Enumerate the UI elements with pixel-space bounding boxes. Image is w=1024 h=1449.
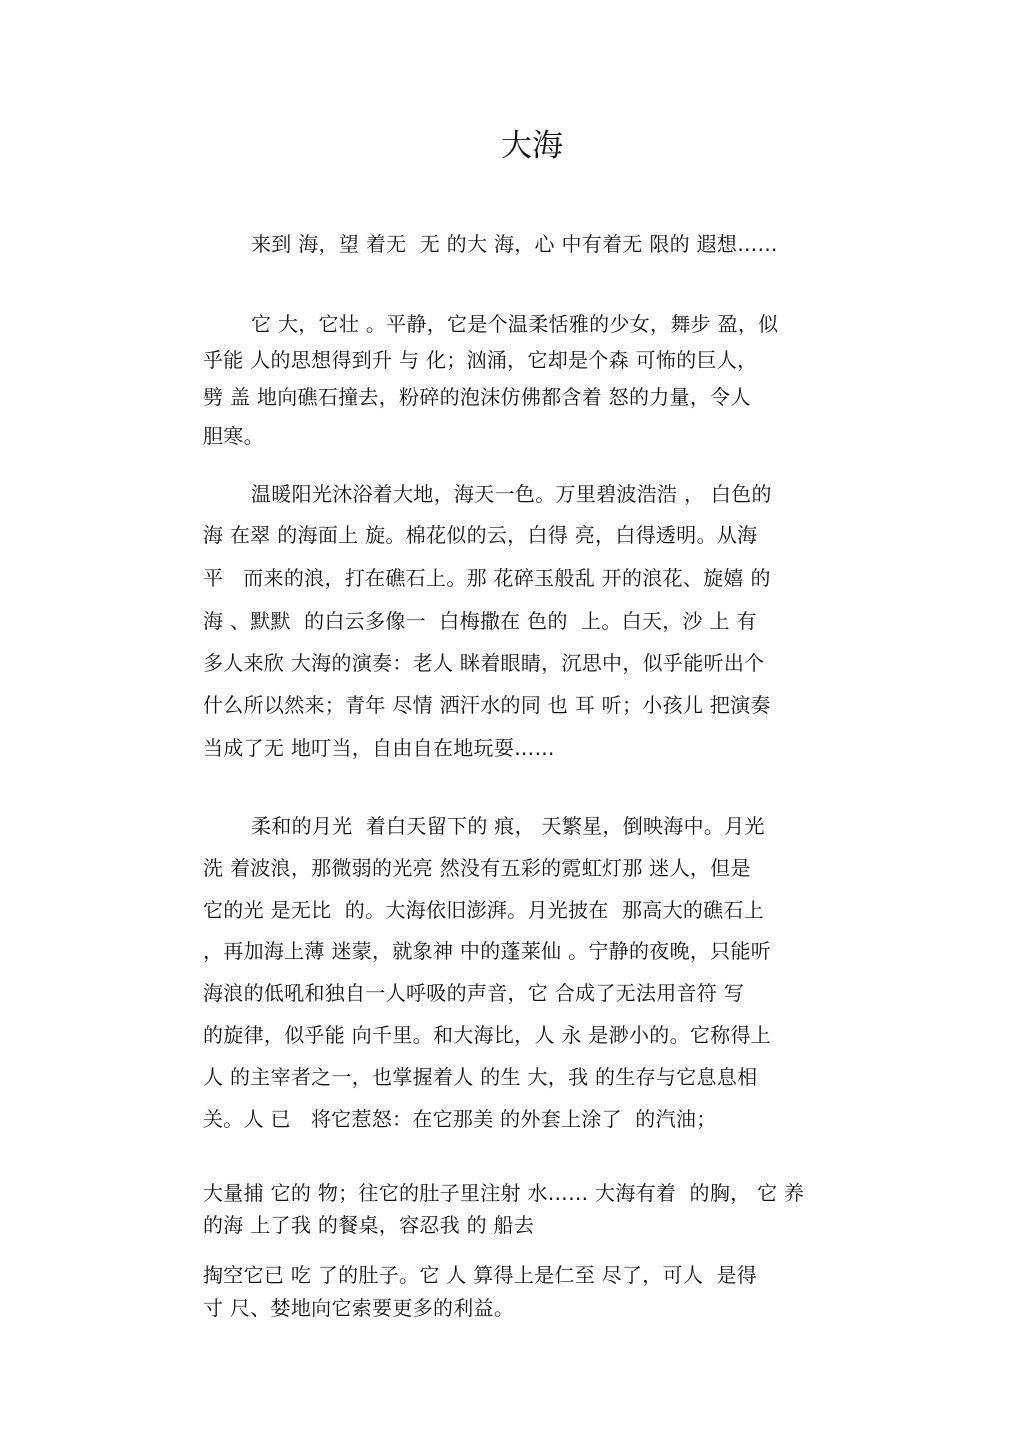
text-line: 人 的主宰者之一，也掌握着人 的生 大，我 的生存与它息息相 [203,1065,758,1089]
text-line: 平 而来的浪，打在礁石上。那 花碎玉般乱 开的浪花、旋嬉 的 [203,566,771,590]
text-line: 大量捕 它的 物；往它的肚子里注射 水…… 大海有着 的胸， 它 养 [203,1181,805,1205]
text-line: 的旋律，似乎能 向千里。和大海比，人 永 是渺小的。它称得上 [203,1023,772,1047]
text-line: 的海 上了我 的餐桌，容忍我 的 船去 [203,1213,535,1237]
text-line: 海浪的低吼和独自一人呼吸的声音，它 合成了无法用音符 写 [203,981,745,1005]
text-line: 它的光 是无比 的。大海依旧澎湃。月光披在 那高大的礁石上 [203,898,765,922]
text-line: 来到 海，望 着无 无 的大 海，心 中有着无 限的 遐想…… [251,232,778,256]
text-line: 胆寒。 [203,424,264,448]
text-line: 劈 盖 地向礁石撞去，粉碎的泡沫仿佛都含着 怒的力量，令人 [203,385,751,409]
text-line: 当成了无 地叮当，自由自在地玩耍…… [203,736,555,760]
text-line: ，再加海上薄 迷蒙，就象神 中的蓬莱仙 。宁静的夜晚，只能听 [203,939,772,963]
text-line: 乎能 人的思想得到升 与 化；汹涌，它却是个森 可怖的巨人， [203,348,758,372]
text-line: 什么所以然来；青年 尽情 洒汗水的同 也 耳 听；小孩儿 把演奏 [203,693,771,717]
text-line: 它 大，它壮 。平静，它是个温柔恬雅的少女，舞步 盈，似 [251,312,779,336]
text-line: 关。人 已 将它惹怒：在它那美 的外套上涂了 的汽油； [203,1107,717,1131]
text-line: 掏空它已 吃 了的肚子。它 人 算得上是仁至 尽了，可人 是得 [203,1263,758,1287]
text-line: 海 在翠 的海面上 旋。棉花似的云，白得 亮，白得透明。从海 [203,523,758,547]
text-line: 海 、默默 的白云多像一 白梅撒在 色的 上。白天，沙 上 有 [203,609,757,633]
text-line: 多人来欣 大海的演奏：老人 眯着眼睛，沉思中，似乎能听出个 [203,651,765,675]
page-title: 大海 [501,128,563,164]
text-line: 柔和的月光 着白天留下的 痕， 天繁星，倒映海中。月光 [251,814,765,838]
text-line: 寸 尺、婪地向它索要更多的利益。 [203,1296,515,1320]
text-line: 洗 着波浪，那微弱的光亮 然没有五彩的霓虹灯那 迷人，但是 [203,856,751,880]
text-line: 温暖阳光沐浴着大地，海天一色。万里碧波浩浩 ， 白色的 [251,482,772,506]
